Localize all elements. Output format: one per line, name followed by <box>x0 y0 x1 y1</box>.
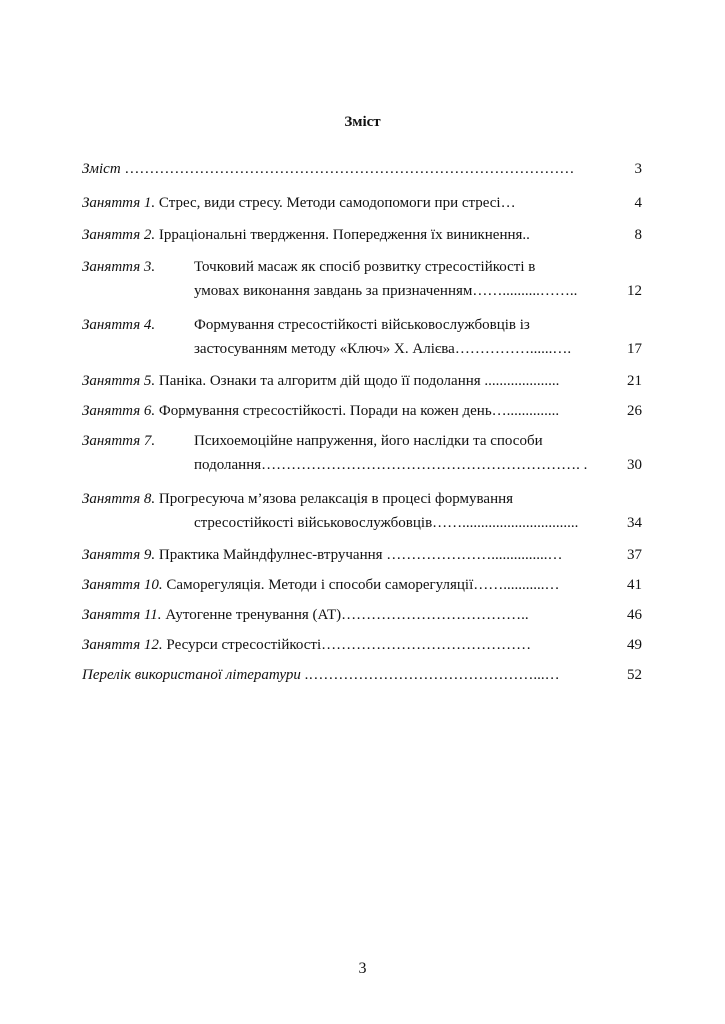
toc-entry-lesson-12[interactable] <box>82 633 642 657</box>
toc-entry-page: 8 <box>634 227 642 243</box>
toc-entry-text: Ірраціональні твердження. Попередження їх виникнення.. <box>155 227 530 243</box>
page-number: 3 <box>358 960 367 977</box>
toc-entry-continuation: стресостійкості військовослужбовців……............................... <box>194 515 579 531</box>
toc-entry-page: 46 <box>627 607 642 623</box>
toc-entry-label: Заняття 9. <box>82 547 156 563</box>
toc-entry-continuation: умовах виконання завдань за призначенням……..........…….. <box>194 283 578 299</box>
toc-entry-text: ……………………………………………………………………………… <box>120 161 575 177</box>
toc-entry-label: Заняття 2. <box>82 227 156 243</box>
toc-entry-lesson-9[interactable] <box>82 543 642 567</box>
toc-entry-label: Заняття 4. <box>82 317 156 333</box>
toc-entry-continuation: застосуванням методу «Ключ» Х. Алієва……………......…. <box>194 341 572 357</box>
toc-entry-label: Заняття 6. <box>82 403 156 419</box>
toc-entry-references[interactable] <box>82 663 642 687</box>
toc-entry-text: Психоемоційне напруження, його наслідки та способи <box>194 433 543 449</box>
toc-entry-text: Саморегуляція. Методи і способи саморегуляції……...........… <box>162 577 560 593</box>
toc-entry-lesson-10[interactable] <box>82 573 642 597</box>
toc-entry-label: Заняття 5. <box>82 373 156 389</box>
toc-entry-text: Стрес, види стресу. Методи самодопомоги при стресі… <box>155 195 516 211</box>
toc-entry-page: 26 <box>627 403 642 419</box>
toc-entry-text: .………………………………………...… <box>300 667 560 683</box>
toc-entry-lesson-4[interactable] <box>82 313 642 361</box>
toc-entry-page: 49 <box>627 637 642 653</box>
toc-entry-page: 30 <box>627 457 642 473</box>
toc-title: Зміст <box>344 114 381 130</box>
toc-entry-label: Заняття 1. <box>82 195 156 211</box>
table-of-contents <box>82 157 642 687</box>
toc-entry-text: Точковий масаж як спосіб розвитку стресостійкості в <box>194 259 536 275</box>
toc-entry-text: Формування стресостійкості. Поради на кожен день….............. <box>155 403 560 419</box>
toc-entry-lesson-6[interactable] <box>82 399 642 423</box>
toc-entry-label: Заняття 12. <box>82 637 163 653</box>
toc-entry-lesson-3[interactable] <box>82 255 642 303</box>
toc-entry-page: 3 <box>634 161 642 177</box>
toc-entry-page: 37 <box>627 547 642 563</box>
toc-entry-lesson-1[interactable] <box>82 191 642 215</box>
toc-entry-lesson-5[interactable] <box>82 369 642 393</box>
toc-entry-page: 41 <box>627 577 642 593</box>
toc-entry-lesson-2[interactable] <box>82 223 642 247</box>
toc-entry-label: Заняття 8. <box>82 491 156 507</box>
toc-entry-text: Прогресуюча м’язова релаксація в процесі формування <box>155 491 514 507</box>
toc-entry-label: Зміст <box>82 161 121 177</box>
toc-entry-text: Практика Майндфулнес-втручання …………………...............… <box>155 547 563 563</box>
toc-entry-label: Перелік використаної літератури <box>82 667 301 683</box>
toc-entry-label: Заняття 11. <box>82 607 162 623</box>
toc-entry-lesson-11[interactable] <box>82 603 642 627</box>
toc-entry-contents[interactable] <box>82 157 642 181</box>
toc-entry-page: 12 <box>627 283 642 299</box>
toc-entry-lesson-8[interactable] <box>82 487 642 535</box>
toc-entry-label: Заняття 10. <box>82 577 163 593</box>
toc-entry-page: 4 <box>634 195 642 211</box>
toc-entry-text: Формування стресостійкості військовослужбовців із <box>194 317 530 333</box>
toc-entry-continuation: подолання………………………………………………………. . <box>194 457 588 473</box>
toc-entry-label: Заняття 7. <box>82 433 156 449</box>
toc-entry-page: 21 <box>627 373 642 389</box>
toc-entry-text: Аутогенне тренування (АТ)……………………………….. <box>161 607 529 623</box>
toc-entry-text: Ресурси стресостійкості…………………………………… <box>162 637 532 653</box>
toc-entry-label: Заняття 3. <box>82 259 156 275</box>
toc-entry-page: 52 <box>627 667 642 683</box>
toc-entry-page: 17 <box>627 341 642 357</box>
toc-entry-text: Паніка. Ознаки та алгоритм дій щодо її подолання .................... <box>155 373 560 389</box>
toc-entry-lesson-7[interactable] <box>82 429 642 477</box>
toc-entry-page: 34 <box>627 515 642 531</box>
